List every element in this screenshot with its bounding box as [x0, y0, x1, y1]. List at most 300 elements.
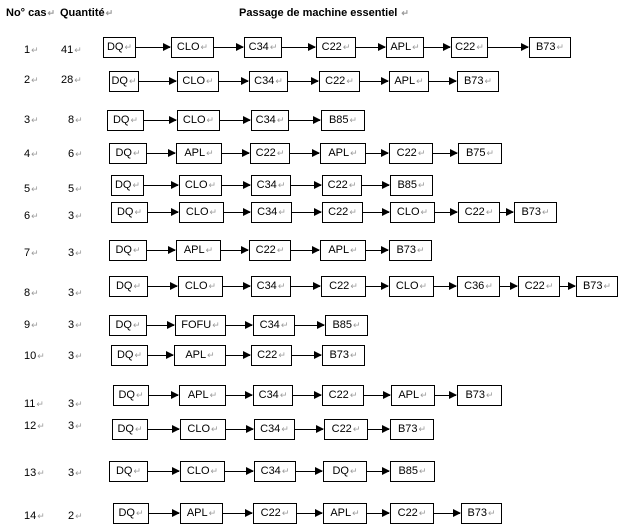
machine-step-box [518, 276, 560, 297]
return-mark: ↵ [208, 180, 217, 190]
return-mark: ↵ [105, 8, 114, 18]
return-mark: ↵ [37, 421, 45, 431]
return-mark: ↵ [484, 76, 493, 86]
return-mark: ↵ [209, 207, 218, 217]
machine-step-box [251, 175, 291, 196]
machine-step-box [324, 419, 368, 440]
quantity-value: 8 [68, 114, 75, 126]
flow-arrow [148, 212, 178, 213]
machine-step-label: C22 [329, 280, 350, 292]
flow-arrow [364, 395, 390, 396]
flow-arrow [226, 395, 252, 396]
machine-step-label: C34 [258, 389, 279, 401]
flow-arrow [362, 185, 389, 186]
return-mark: ↵ [31, 75, 39, 85]
return-mark: ↵ [31, 248, 39, 258]
machine-step-label: C22 [455, 41, 476, 53]
return-mark: ↵ [37, 511, 45, 521]
flow-arrow [366, 250, 388, 251]
return-mark: ↵ [350, 148, 358, 158]
flow-arrow [289, 120, 320, 121]
machine-step-label: C22 [257, 349, 278, 361]
machine-step-box [389, 71, 429, 92]
return-mark: ↵ [420, 390, 428, 400]
flow-arrow [149, 513, 179, 514]
return-mark: ↵ [132, 148, 141, 158]
machine-step-box [461, 503, 502, 524]
machine-step-label: B73 [329, 349, 350, 361]
machine-step-label: C22 [325, 75, 346, 87]
flow-arrow [295, 325, 324, 326]
machine-step-box [179, 202, 224, 223]
machine-step-label: C34 [259, 319, 280, 331]
header-path-label: Passage de machine essentiel [239, 7, 398, 19]
machine-step-label: DQ [106, 41, 124, 53]
flow-arrow [366, 153, 388, 154]
case-number-value: 11 [24, 398, 36, 410]
machine-step-label: DQ [111, 75, 128, 87]
case-number-value: 6 [24, 210, 31, 222]
return-mark: ↵ [350, 245, 358, 255]
return-mark: ↵ [134, 207, 143, 217]
return-mark: ↵ [342, 42, 351, 52]
machine-step-box [171, 37, 214, 58]
flow-arrow [149, 395, 178, 396]
return-mark: ↵ [31, 184, 39, 194]
return-mark: ↵ [545, 281, 554, 291]
flow-arrow [214, 47, 243, 48]
return-mark: ↵ [278, 207, 286, 217]
machine-step-box [316, 37, 356, 58]
return-mark: ↵ [603, 281, 612, 291]
machine-step-label: C22 [255, 244, 276, 256]
machine-step-box [251, 276, 291, 297]
machine-step-label: C34 [248, 41, 269, 53]
flow-arrow [292, 355, 321, 356]
quantity [68, 398, 83, 410]
flow-arrow [226, 355, 250, 356]
return-mark: ↵ [206, 148, 214, 158]
quantity-value: 28 [61, 74, 74, 86]
machine-step-box [109, 71, 139, 92]
return-mark: ↵ [277, 180, 286, 190]
return-mark: ↵ [135, 390, 144, 400]
flow-arrow [291, 185, 321, 186]
return-mark: ↵ [275, 76, 283, 86]
machine-step-label: B73 [396, 244, 417, 256]
machine-step-box [322, 202, 363, 223]
machine-step-box [251, 110, 289, 131]
machine-step-label: C34 [256, 280, 277, 292]
return-mark: ↵ [352, 424, 361, 434]
machine-step-label: APL [328, 244, 350, 256]
case-number-value: 14 [24, 510, 37, 522]
case-number-value: 13 [24, 467, 37, 479]
machine-step-label: C34 [256, 179, 277, 191]
flow-arrow [366, 286, 388, 287]
return-mark: ↵ [418, 180, 426, 190]
machine-step-box [458, 202, 500, 223]
flow-arrow [223, 286, 250, 287]
machine-step-box [389, 143, 433, 164]
machine-step-box [109, 276, 148, 297]
machine-step-box [576, 276, 618, 297]
machine-step-box [109, 461, 148, 482]
return-mark: ↵ [485, 281, 493, 291]
machine-step-label: B73 [535, 41, 556, 53]
return-mark: ↵ [352, 508, 360, 518]
return-mark: ↵ [74, 75, 82, 85]
return-mark: ↵ [75, 468, 83, 478]
return-mark: ↵ [349, 466, 358, 476]
quantity-value: 3 [68, 398, 75, 410]
return-mark: ↵ [37, 468, 45, 478]
return-mark: ↵ [417, 148, 426, 158]
machine-step-label: C22 [260, 507, 281, 519]
return-mark: ↵ [208, 281, 217, 291]
return-mark: ↵ [124, 42, 133, 52]
flow-arrow [148, 355, 173, 356]
quantity-value: 41 [61, 44, 74, 56]
return-mark: ↵ [31, 45, 39, 55]
return-mark: ↵ [419, 281, 428, 291]
case-number [24, 319, 39, 331]
flow-arrow [291, 286, 320, 287]
machine-step-label: DQ [332, 465, 349, 477]
return-mark: ↵ [212, 320, 220, 330]
machine-step-box [386, 37, 424, 58]
machine-step-label: CLO [184, 280, 208, 292]
machine-step-label: C22 [396, 147, 417, 159]
case-number [24, 247, 39, 259]
return-mark: ↵ [280, 320, 289, 330]
quantity [61, 74, 82, 86]
machine-step-box [179, 175, 222, 196]
machine-step-label: CLO [187, 423, 211, 435]
return-mark: ↵ [75, 288, 83, 298]
machine-step-label: DQ [116, 349, 134, 361]
machine-step-box [244, 37, 282, 58]
case-number [24, 183, 39, 195]
return-mark: ↵ [350, 281, 358, 291]
machine-step-label: C34 [254, 75, 275, 87]
machine-step-label: C34 [260, 465, 281, 477]
quantity [68, 420, 83, 432]
return-mark: ↵ [135, 508, 144, 518]
machine-step-label: C34 [255, 114, 276, 126]
return-mark: ↵ [276, 245, 285, 255]
quantity [68, 148, 83, 160]
quantity-value: 2 [68, 510, 75, 522]
machine-step-box [109, 315, 147, 336]
return-mark: ↵ [31, 211, 39, 221]
machine-step-label: APL [328, 147, 350, 159]
machine-step-label: B73 [463, 75, 484, 87]
return-mark: ↵ [350, 350, 358, 360]
case-number [24, 114, 39, 126]
machine-step-label: APL [185, 349, 207, 361]
return-mark: ↵ [420, 207, 429, 217]
quantity-value: 6 [68, 148, 75, 160]
machine-step-label: B73 [582, 280, 603, 292]
machine-step-box [175, 315, 226, 336]
return-mark: ↵ [208, 508, 217, 518]
machine-step-label: DQ [115, 244, 132, 256]
case-number-value: 12 [24, 420, 37, 432]
flow-arrow [500, 286, 517, 287]
machine-step-label: APL [186, 507, 208, 519]
machine-step-box [174, 345, 226, 366]
machine-step-box [109, 143, 147, 164]
case-number-value: 9 [24, 319, 31, 331]
header-quantity-label: Quantité [60, 7, 105, 19]
return-mark: ↵ [31, 149, 39, 159]
flow-arrow [147, 325, 174, 326]
return-mark: ↵ [75, 211, 83, 221]
case-number-value: 4 [24, 148, 31, 160]
machine-step-box [253, 503, 297, 524]
case-number-value: 5 [24, 183, 31, 195]
return-mark: ↵ [418, 508, 427, 518]
return-mark: ↵ [276, 115, 285, 125]
return-mark: ↵ [209, 390, 218, 400]
flow-arrow [144, 185, 178, 186]
machine-step-box [391, 385, 435, 406]
flow-arrow [220, 120, 250, 121]
machine-step-label: B73 [467, 507, 488, 519]
machine-step-box [180, 461, 225, 482]
machine-step-label: C22 [331, 423, 352, 435]
machine-step-label: C22 [524, 280, 545, 292]
return-mark: ↵ [205, 245, 214, 255]
machine-step-box [250, 143, 290, 164]
flow-arrow [488, 47, 528, 48]
machine-step-box [389, 276, 434, 297]
return-mark: ↵ [31, 288, 39, 298]
machine-step-label: CLO [182, 75, 206, 87]
machine-step-label: DQ [115, 280, 133, 292]
machine-step-box [253, 315, 295, 336]
return-mark: ↵ [31, 320, 39, 330]
case-number [24, 287, 39, 299]
case-number [24, 398, 44, 410]
flow-arrow [219, 81, 248, 82]
case-number-value: 1 [24, 44, 31, 56]
machine-step-box [111, 202, 148, 223]
machine-step-box [177, 71, 219, 92]
flow-arrow [226, 429, 253, 430]
header-case-label: No° cas [6, 7, 47, 19]
return-mark: ↵ [279, 390, 288, 400]
machine-step-box [389, 240, 432, 261]
return-mark: ↵ [269, 42, 278, 52]
case-number [24, 350, 45, 362]
machine-step-box [320, 143, 366, 164]
case-number [24, 74, 39, 86]
return-mark: ↵ [206, 115, 215, 125]
machine-step-box [107, 110, 144, 131]
flow-arrow [224, 212, 250, 213]
return-mark: ↵ [47, 8, 56, 18]
flow-arrow [434, 513, 460, 514]
return-mark: ↵ [134, 424, 143, 434]
return-mark: ↵ [281, 466, 290, 476]
machine-step-box [113, 385, 149, 406]
flow-arrow [291, 250, 319, 251]
machine-step-label: C22 [327, 179, 348, 191]
return-mark: ↵ [200, 42, 209, 52]
quantity-value: 3 [68, 350, 75, 362]
machine-step-box [458, 143, 502, 164]
machine-step-label: APL [330, 507, 352, 519]
return-mark: ↵ [75, 511, 83, 521]
machine-step-label: C22 [328, 206, 349, 218]
flow-arrow [222, 153, 249, 154]
machine-step-label: C34 [260, 423, 281, 435]
case-number [24, 467, 45, 479]
machine-step-box [251, 345, 292, 366]
machine-step-box [321, 110, 365, 131]
machine-step-box [111, 175, 144, 196]
return-mark: ↵ [211, 424, 219, 434]
flow-arrow [147, 250, 175, 251]
machine-step-box [319, 71, 360, 92]
flow-arrow [144, 120, 176, 121]
machine-step-label: DQ [115, 147, 132, 159]
return-mark: ↵ [75, 399, 83, 409]
machine-step-label: APL [398, 389, 420, 401]
return-mark: ↵ [134, 350, 143, 360]
machine-step-box [253, 385, 293, 406]
machine-step-label: C34 [257, 206, 278, 218]
case-number [24, 510, 45, 522]
flow-arrow [363, 212, 389, 213]
return-mark: ↵ [74, 45, 82, 55]
flow-arrow [290, 153, 319, 154]
case-number-value: 2 [24, 74, 31, 86]
flow-arrow [221, 250, 248, 251]
return-mark: ↵ [37, 351, 45, 361]
flow-arrow [223, 513, 252, 514]
case-number-value: 10 [24, 350, 37, 362]
flow-arrow [435, 395, 456, 396]
machine-step-label: DQ [118, 389, 135, 401]
machine-step-box [321, 276, 366, 297]
flow-arrow [148, 429, 179, 430]
flow-arrow [225, 471, 253, 472]
machine-step-box [113, 503, 149, 524]
flow-arrow [139, 81, 176, 82]
machine-step-label: CLO [396, 206, 420, 218]
flow-arrow [429, 81, 456, 82]
return-mark: ↵ [349, 115, 358, 125]
flow-arrow [296, 471, 322, 472]
quantity [68, 183, 83, 195]
flow-arrow [433, 153, 457, 154]
return-mark: ↵ [132, 180, 141, 190]
machine-step-label: DQ [115, 465, 133, 477]
machine-step-box [111, 345, 148, 366]
return-mark: ↵ [418, 424, 427, 434]
machine-step-label: DQ [114, 179, 132, 191]
machine-step-box [103, 37, 136, 58]
return-mark: ↵ [486, 390, 494, 400]
flow-arrow [222, 185, 250, 186]
return-mark: ↵ [75, 115, 83, 125]
machine-step-label: CLO [185, 206, 209, 218]
machine-step-label: B73 [397, 423, 418, 435]
machine-step-box [251, 202, 292, 223]
machine-step-box [457, 276, 500, 297]
machine-step-box [323, 503, 367, 524]
quantity-value: 3 [68, 467, 75, 479]
flow-arrow [435, 212, 457, 213]
flow-arrow [282, 47, 315, 48]
case-number-value: 8 [24, 287, 31, 299]
machine-step-box [390, 419, 434, 440]
case-number [24, 420, 45, 432]
machine-step-box [180, 419, 226, 440]
machine-step-label: C22 [397, 507, 418, 519]
machine-step-box [176, 240, 221, 261]
machine-step-label: APL [184, 147, 206, 159]
machine-step-box [323, 461, 367, 482]
machine-step-box [390, 503, 434, 524]
return-mark: ↵ [486, 148, 495, 158]
machine-step-box [325, 315, 368, 336]
machine-step-box [112, 419, 148, 440]
return-mark: ↵ [349, 207, 357, 217]
return-mark: ↵ [75, 421, 83, 431]
machine-step-label: B73 [521, 206, 542, 218]
machine-step-box [514, 202, 557, 223]
flow-arrow [500, 212, 513, 213]
quantity [68, 287, 83, 299]
quantity-value: 3 [68, 420, 75, 432]
flow-arrow [292, 212, 321, 213]
case-number [24, 44, 39, 56]
machine-step-box [249, 240, 291, 261]
return-mark: ↵ [348, 180, 357, 190]
machine-step-box [322, 385, 364, 406]
quantity-value: 3 [68, 210, 75, 222]
return-mark: ↵ [276, 148, 285, 158]
machine-step-label: CLO [176, 41, 200, 53]
return-mark: ↵ [206, 76, 214, 86]
return-mark: ↵ [281, 508, 290, 518]
machine-step-box [390, 175, 433, 196]
return-mark: ↵ [75, 149, 83, 159]
flow-arrow [297, 513, 322, 514]
machine-step-box [254, 461, 296, 482]
case-number [24, 148, 39, 160]
return-mark: ↵ [75, 184, 83, 194]
return-mark: ↵ [346, 76, 354, 86]
machine-step-label: B85 [398, 465, 419, 477]
return-mark: ↵ [416, 76, 424, 86]
machine-step-box [176, 143, 222, 164]
return-mark: ↵ [417, 245, 425, 255]
return-mark: ↵ [412, 42, 420, 52]
machine-step-box [322, 175, 362, 196]
quantity [68, 247, 83, 259]
machine-step-label: DQ [112, 114, 130, 126]
flow-arrow [368, 429, 389, 430]
machine-step-label: DQ [117, 423, 134, 435]
flow-arrow [293, 395, 321, 396]
return-mark: ↵ [128, 76, 137, 86]
machine-step-label: DQ [118, 507, 135, 519]
